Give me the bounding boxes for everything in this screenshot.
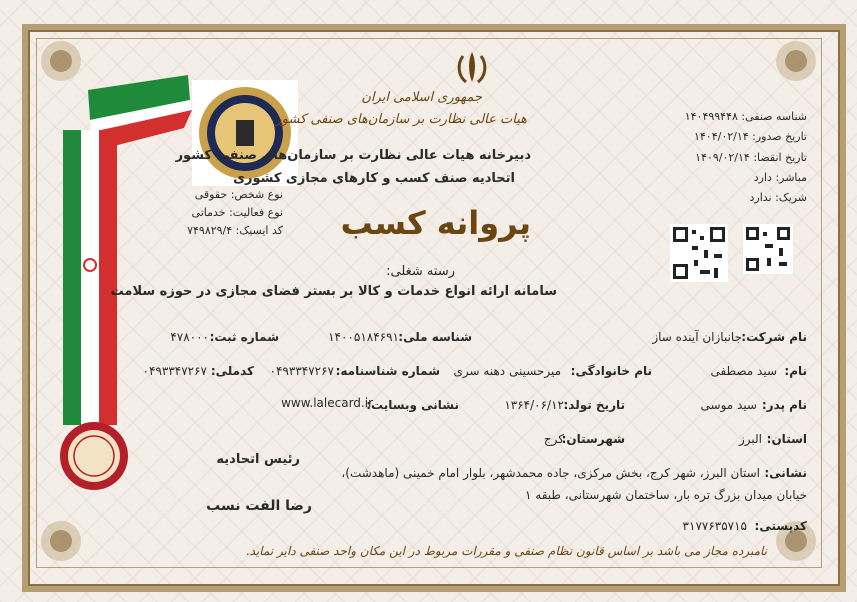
page-title: پروانه کسب	[340, 204, 531, 242]
province-value: البرز	[738, 432, 762, 446]
corner-ornament-bottom-left	[36, 516, 86, 566]
ministry-seal	[58, 420, 130, 492]
birth-label: تاریخ تولد:	[563, 398, 625, 412]
activity-value: سامانه ارائه انواع خدمات و کالا بر بستر فضای مجازی در حوزه سلامت	[110, 284, 557, 299]
meli-code-label: کدملی:	[210, 364, 254, 378]
signature-name: رضا الفت نسب	[206, 498, 312, 514]
person-type: نوع شخص: حقوقی	[194, 188, 283, 201]
city-value: کرج	[543, 432, 564, 446]
reg-no-value: ۴۷۸۰۰۰	[170, 330, 209, 344]
partner-status: شریک: ندارد	[749, 191, 807, 204]
expiry-date: تاریخ انقضا: ۱۴۰۹/۰۲/۱۴	[695, 151, 807, 164]
activity-type: نوع فعالیت: خدماتی	[191, 206, 283, 219]
city-label: شهرستان:	[561, 432, 625, 446]
board-calligraphy: هیات عالی نظارت بر سازمان‌های صنفی کشور	[275, 112, 527, 127]
name-label: نام:	[784, 364, 807, 378]
qr-code-secondary[interactable]	[743, 224, 793, 274]
isic-code: کد ایسیک: ۷۴۹۸۲۹/۴	[187, 224, 283, 237]
issue-date: تاریخ صدور: ۱۴۰۴/۰۲/۱۴	[693, 130, 807, 143]
corner-ornament-top-right	[771, 36, 821, 86]
iran-emblem-icon	[454, 50, 490, 84]
address-label: نشانی:	[764, 466, 807, 480]
id-no-label: شماره شناسنامه:	[335, 364, 440, 378]
province-label: استان:	[766, 432, 807, 446]
address-line-2: خیابان میدان بزرگ تره بار، ساختمان شهرستانی، طبقه ۱	[525, 488, 807, 502]
id-no-value: ۰۴۹۳۳۴۷۲۶۷	[269, 364, 334, 378]
family-value: میرحسینی دهنه سری	[453, 364, 561, 378]
name-value: سید مصطفی	[710, 364, 777, 378]
signature-role: رئیس اتحادیه	[216, 452, 300, 467]
national-id-value: ۱۴۰۰۵۱۸۴۶۹۱	[328, 330, 399, 344]
website-label: نشانی وبسایت:	[366, 398, 459, 412]
operator-status: مباشر: دارد	[753, 171, 807, 184]
father-value: سید موسی	[700, 398, 757, 412]
company-label: نام شرکت:	[741, 330, 807, 344]
national-id-label: شناسه ملی:	[398, 330, 472, 344]
reg-no-label: شماره ثبت:	[209, 330, 279, 344]
secretariat-heading: دبیرخانه هیات عالی نظارت بر سازمان‌های صنفی کشور	[175, 148, 531, 163]
postal-value: ۳۱۷۷۶۳۵۷۱۵	[682, 519, 747, 533]
family-label: نام خانوادگی:	[570, 364, 652, 378]
address-line-1: استان البرز، شهر کرج، بخش مرکزی، جاده محمدشهر، بلوار امام خمینی (ماهدشت)،	[341, 466, 760, 480]
meli-code-value: ۰۴۹۳۳۴۷۲۶۷	[142, 364, 207, 378]
union-heading: اتحادیه صنف کسب و کارهای مجازی کشوری	[233, 171, 515, 186]
qr-code-main[interactable]	[670, 224, 728, 282]
company-value: جانبازان آینده ساز	[652, 330, 742, 344]
father-label: نام پدر:	[761, 398, 807, 412]
postal-label: کدپستی:	[754, 519, 807, 533]
birth-value: ۱۳۶۴/۰۶/۱۲	[504, 398, 564, 412]
activity-label: رسته شغلی:	[386, 264, 455, 279]
republic-heading: جمهوری اسلامی ایران	[361, 90, 482, 105]
guild-id: شناسه صنفی: ۱۴۰۴۹۹۴۴۸	[684, 110, 807, 123]
website-link[interactable]: www.lalecard.ir	[281, 396, 373, 410]
footer-note: نامبرده مجاز می باشد بر اساس قانون نظام صنفی و مقررات مربوط در این مکان واحد صنفی دایر نماید.	[245, 544, 767, 558]
